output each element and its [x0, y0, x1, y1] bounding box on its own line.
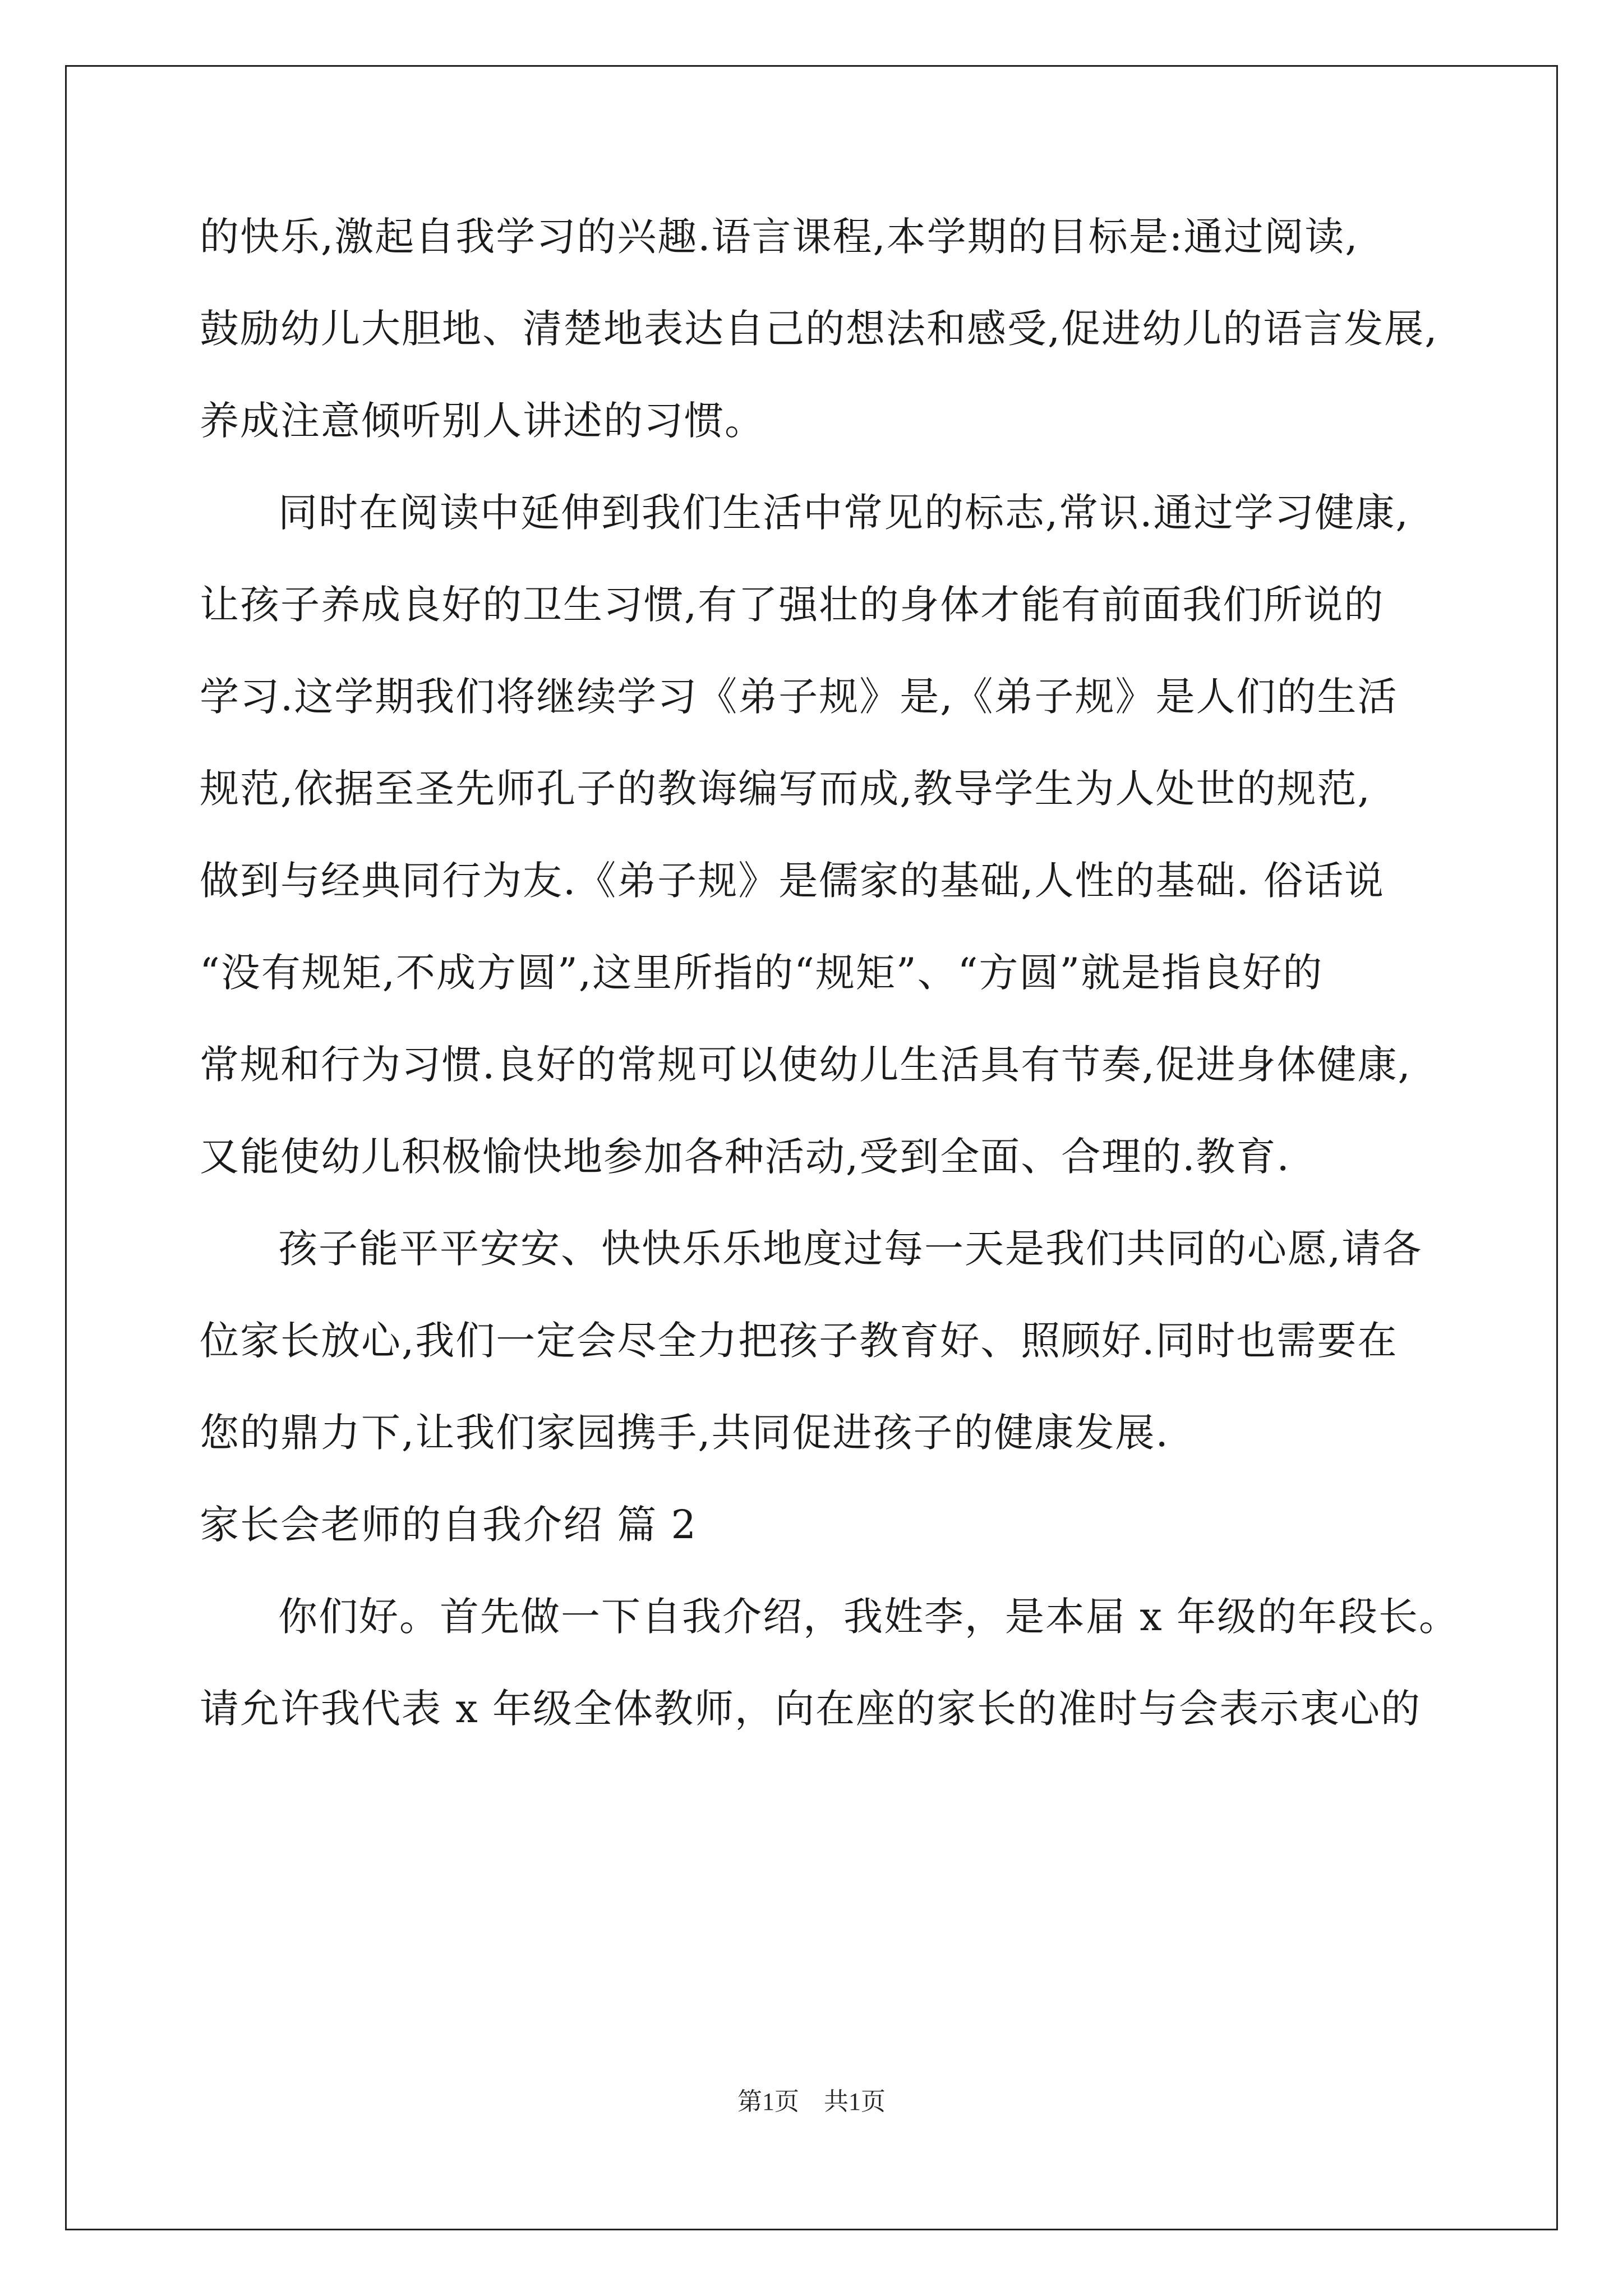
- text-line: 养成注意倾听别人讲述的习惯。: [200, 398, 765, 444]
- paragraph-first-line: 同时在阅读中延伸到我们生活中常见的标志,常识.通过学习健康,: [278, 490, 1409, 536]
- text-line: 您的鼎力下,让我们家园携手,共同促进孩子的健康发展.: [200, 1410, 1169, 1456]
- paragraph-first-line: 孩子能平平安安、快快乐乐地度过每一天是我们共同的心愿,请各: [278, 1226, 1423, 1272]
- text-line: 位家长放心,我们一定会尽全力把孩子教育好、照顾好.同时也需要在: [200, 1318, 1398, 1364]
- page-number-footer: 第1页 共1页: [737, 2088, 886, 2115]
- text-line: 请允许我代表 x 年级全体教师，向在座的家长的准时与会表示衷心的: [200, 1686, 1421, 1732]
- section-heading: 家长会老师的自我介绍 篇 2: [200, 1502, 698, 1548]
- text-line: 规范,依据至圣先师孔子的教诲编写而成,教导学生为人处世的规范,: [200, 766, 1371, 812]
- text-line: 的快乐,激起自我学习的兴趣.语言课程,本学期的目标是:通过阅读,: [200, 214, 1359, 260]
- text-line: 鼓励幼儿大胆地、清楚地表达自己的想法和感受,促进幼儿的语言发展,: [200, 306, 1438, 352]
- text-line: 常规和行为习惯.良好的常规可以使幼儿生活具有节奏,促进身体健康,: [200, 1042, 1412, 1088]
- text-line: 又能使幼儿积极愉快地参加各种活动,受到全面、合理的.教育.: [200, 1134, 1290, 1180]
- text-line: 让孩子养成良好的卫生习惯,有了强壮的身体才能有前面我们所说的: [200, 582, 1385, 628]
- paragraph-first-line: 你们好。首先做一下自我介绍，我姓李，是本届 x 年级的年段长。: [278, 1594, 1459, 1640]
- text-line: 学习.这学期我们将继续学习《弟子规》是,《弟子规》是人们的生活: [200, 674, 1398, 720]
- text-line: “没有规矩,不成方圆”,这里所指的“规矩”、“方圆”就是指良好的: [200, 950, 1324, 996]
- document-body: [200, 191, 1459, 1755]
- text-line: 做到与经典同行为友.《弟子规》是儒家的基础,人性的基础. 俗话说: [200, 858, 1385, 904]
